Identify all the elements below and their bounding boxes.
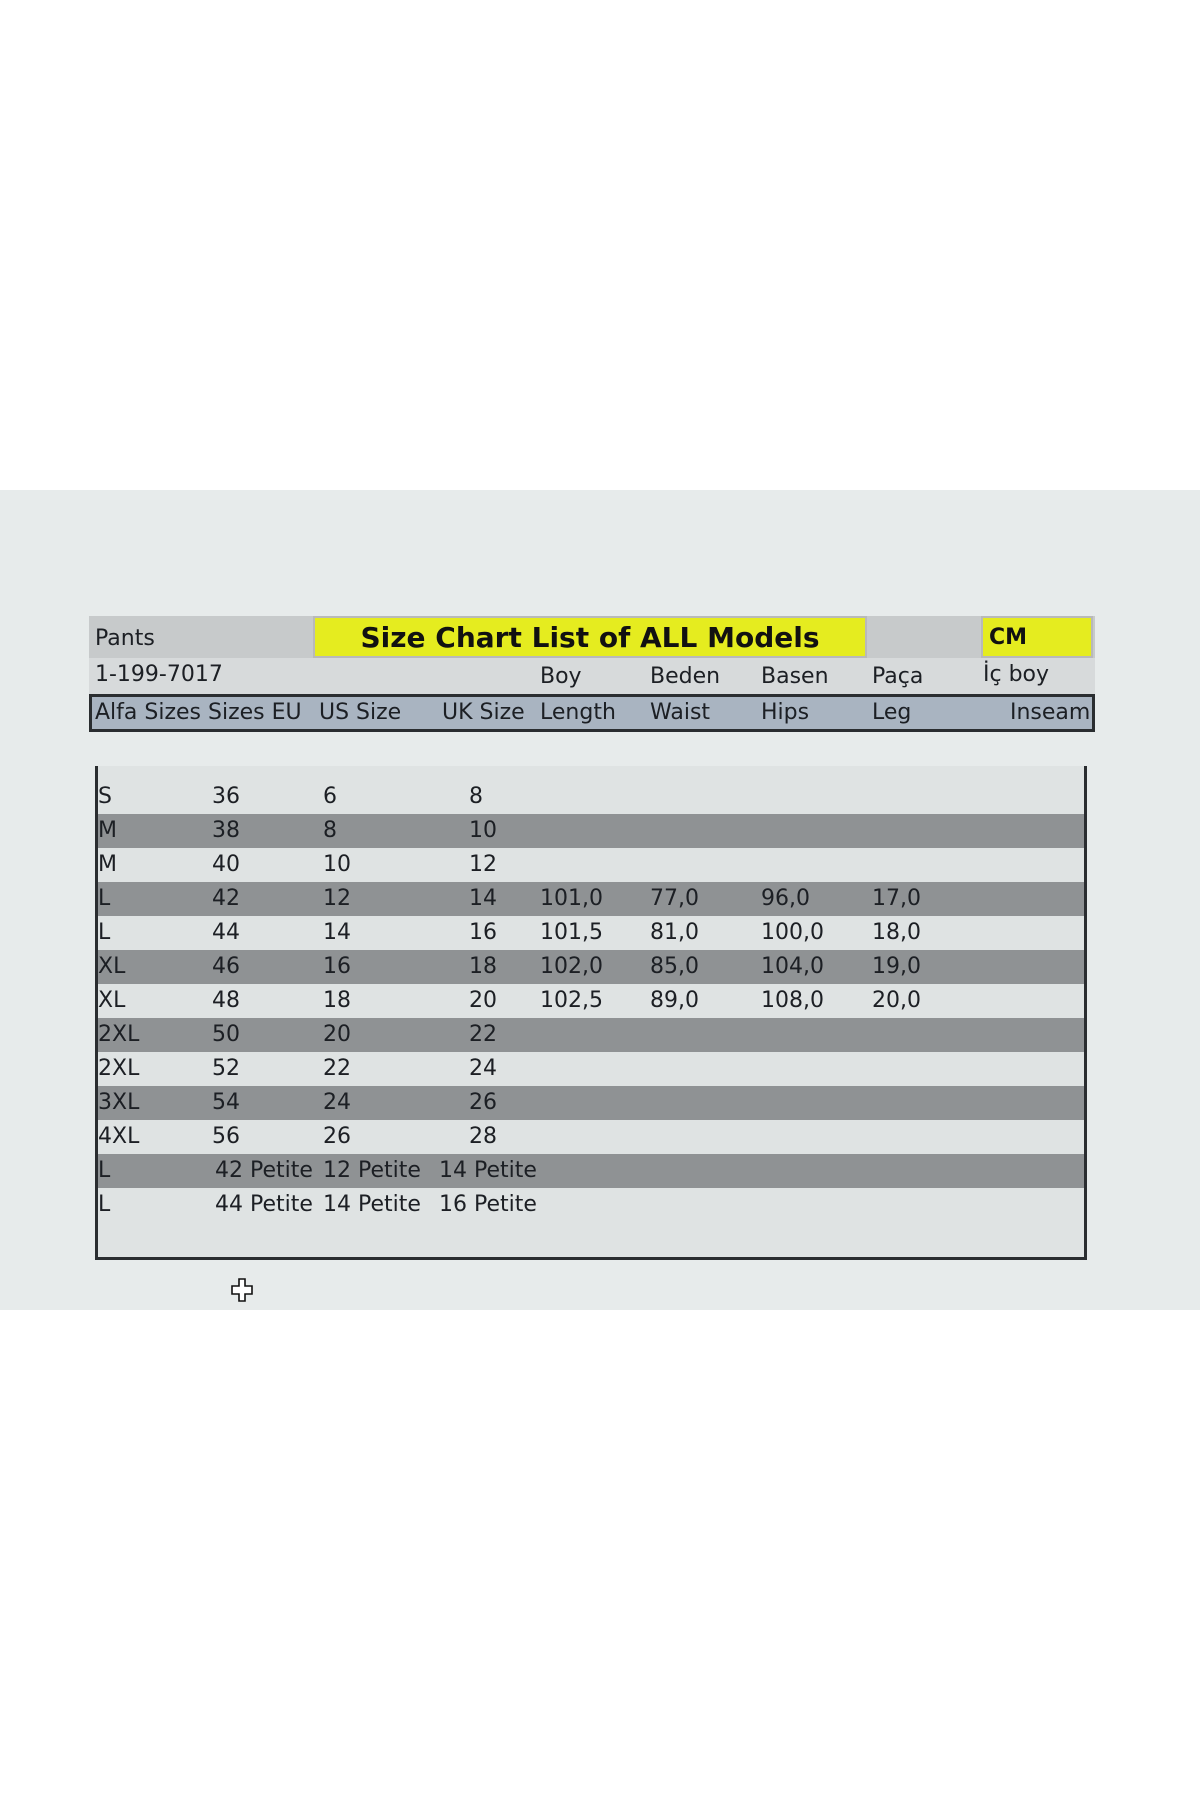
cell-uk-size[interactable]: 22 — [469, 1022, 497, 1047]
table-row[interactable] — [98, 882, 1084, 916]
table-row[interactable] — [98, 1052, 1084, 1086]
cell-waist[interactable]: 89,0 — [650, 988, 699, 1013]
cell-leg[interactable]: 18,0 — [872, 920, 921, 945]
cell-us-size[interactable]: 26 — [323, 1124, 351, 1149]
table-row[interactable] — [98, 780, 1084, 814]
cell-waist[interactable]: 77,0 — [650, 886, 699, 911]
table-row[interactable] — [98, 950, 1084, 984]
size-table-body — [95, 766, 1087, 1260]
cell-eu-size[interactable]: 38 — [212, 818, 240, 843]
cell-alfa-size[interactable]: L — [98, 886, 111, 911]
header-leg[interactable]: Leg — [872, 700, 912, 725]
cell-eu-size[interactable]: 48 — [212, 988, 240, 1013]
cell-length[interactable]: 101,5 — [540, 920, 603, 945]
cell-us-size[interactable]: 10 — [323, 852, 351, 877]
cell-alfa-size[interactable]: M — [98, 852, 117, 877]
cell-us-size[interactable]: 14 Petite — [323, 1192, 421, 1217]
cell-uk-size[interactable]: 8 — [469, 784, 483, 809]
cell-uk-size[interactable]: 10 — [469, 818, 497, 843]
cell-waist[interactable]: 81,0 — [650, 920, 699, 945]
cell-uk-size[interactable]: 18 — [469, 954, 497, 979]
turkish-header-band — [89, 658, 1095, 694]
spreadsheet-screen — [0, 490, 1200, 1310]
cell-eu-size[interactable]: 42 — [212, 886, 240, 911]
table-row[interactable] — [98, 916, 1084, 950]
cell-us-size[interactable]: 18 — [323, 988, 351, 1013]
cell-hips[interactable]: 104,0 — [761, 954, 824, 979]
cell-alfa-size[interactable]: 3XL — [98, 1090, 140, 1115]
header-hips[interactable]: Hips — [761, 700, 810, 725]
cell-us-size[interactable]: 20 — [323, 1022, 351, 1047]
cell-us-size[interactable]: 8 — [323, 818, 337, 843]
cell-alfa-size[interactable]: L — [98, 1192, 111, 1217]
cell-alfa-size[interactable]: L — [98, 1158, 111, 1183]
cell-length[interactable]: 102,0 — [540, 954, 603, 979]
product-type-cell[interactable]: Pants — [95, 626, 155, 651]
cell-uk-size[interactable]: 24 — [469, 1056, 497, 1081]
header-length[interactable]: Length — [540, 700, 616, 725]
cell-eu-size[interactable]: 52 — [212, 1056, 240, 1081]
chart-title-cell[interactable]: Size Chart List of ALL Models — [313, 616, 867, 658]
cell-eu-size[interactable]: 50 — [212, 1022, 240, 1047]
cell-eu-size[interactable]: 54 — [212, 1090, 240, 1115]
cell-eu-size[interactable]: 42 Petite — [215, 1158, 313, 1183]
cell-leg[interactable]: 20,0 — [872, 988, 921, 1013]
header-alfa-sizes[interactable]: Alfa Sizes — [95, 700, 202, 725]
cell-alfa-size[interactable]: XL — [98, 988, 126, 1013]
cell-us-size[interactable]: 12 — [323, 886, 351, 911]
cell-uk-size[interactable]: 14 Petite — [439, 1158, 537, 1183]
cell-alfa-size[interactable]: XL — [98, 954, 126, 979]
cell-alfa-size[interactable]: 4XL — [98, 1124, 140, 1149]
cell-length[interactable]: 102,5 — [540, 988, 603, 1013]
table-row[interactable] — [98, 1086, 1084, 1120]
cell-alfa-size[interactable]: L — [98, 920, 111, 945]
table-row[interactable] — [98, 984, 1084, 1018]
table-row[interactable] — [98, 814, 1084, 848]
cell-hips[interactable]: 100,0 — [761, 920, 824, 945]
cell-us-size[interactable]: 14 — [323, 920, 351, 945]
header-sizes-eu[interactable]: Sizes EU — [208, 700, 302, 725]
cell-leg[interactable]: 19,0 — [872, 954, 921, 979]
cell-uk-size[interactable]: 14 — [469, 886, 497, 911]
cell-length[interactable]: 101,0 — [540, 886, 603, 911]
header-tr-leg[interactable]: Paça — [872, 664, 924, 689]
cell-hips[interactable]: 96,0 — [761, 886, 810, 911]
column-header-row — [89, 694, 1095, 732]
header-uk-size[interactable]: UK Size — [442, 700, 525, 725]
cell-eu-size[interactable]: 46 — [212, 954, 240, 979]
cell-uk-size[interactable]: 16 — [469, 920, 497, 945]
table-row[interactable] — [98, 1018, 1084, 1052]
cell-hips[interactable]: 108,0 — [761, 988, 824, 1013]
cell-uk-size[interactable]: 28 — [469, 1124, 497, 1149]
cell-us-size[interactable]: 22 — [323, 1056, 351, 1081]
cell-alfa-size[interactable]: 2XL — [98, 1056, 140, 1081]
move-cursor-icon — [230, 1278, 254, 1302]
cell-eu-size[interactable]: 44 — [212, 920, 240, 945]
cell-us-size[interactable]: 6 — [323, 784, 337, 809]
table-row[interactable] — [98, 848, 1084, 882]
header-tr-waist[interactable]: Beden — [650, 664, 721, 689]
cell-alfa-size[interactable]: 2XL — [98, 1022, 140, 1047]
cell-uk-size[interactable]: 12 — [469, 852, 497, 877]
header-tr-length[interactable]: Boy — [540, 664, 582, 689]
cell-uk-size[interactable]: 20 — [469, 988, 497, 1013]
cell-eu-size[interactable]: 40 — [212, 852, 240, 877]
model-code-cell[interactable]: 1-199-7017 — [95, 662, 223, 687]
header-tr-inseam[interactable]: İç boy — [983, 662, 1050, 687]
cell-leg[interactable]: 17,0 — [872, 886, 921, 911]
table-row[interactable] — [98, 1188, 1084, 1222]
cell-uk-size[interactable]: 26 — [469, 1090, 497, 1115]
cell-eu-size[interactable]: 56 — [212, 1124, 240, 1149]
cell-eu-size[interactable]: 36 — [212, 784, 240, 809]
cell-alfa-size[interactable]: M — [98, 818, 117, 843]
header-inseam[interactable]: Inseam — [1010, 700, 1091, 725]
cell-uk-size[interactable]: 16 Petite — [439, 1192, 537, 1217]
cell-us-size[interactable]: 24 — [323, 1090, 351, 1115]
cell-us-size[interactable]: 16 — [323, 954, 351, 979]
cell-eu-size[interactable]: 44 Petite — [215, 1192, 313, 1217]
header-tr-hips[interactable]: Basen — [761, 664, 829, 689]
cell-alfa-size[interactable]: S — [98, 784, 112, 809]
cell-waist[interactable]: 85,0 — [650, 954, 699, 979]
header-waist[interactable]: Waist — [650, 700, 711, 725]
table-row[interactable] — [98, 1120, 1084, 1154]
unit-cell[interactable]: CM — [981, 616, 1093, 658]
cell-us-size[interactable]: 12 Petite — [323, 1158, 421, 1183]
header-us-size[interactable]: US Size — [319, 700, 402, 725]
table-row[interactable] — [98, 1154, 1084, 1188]
